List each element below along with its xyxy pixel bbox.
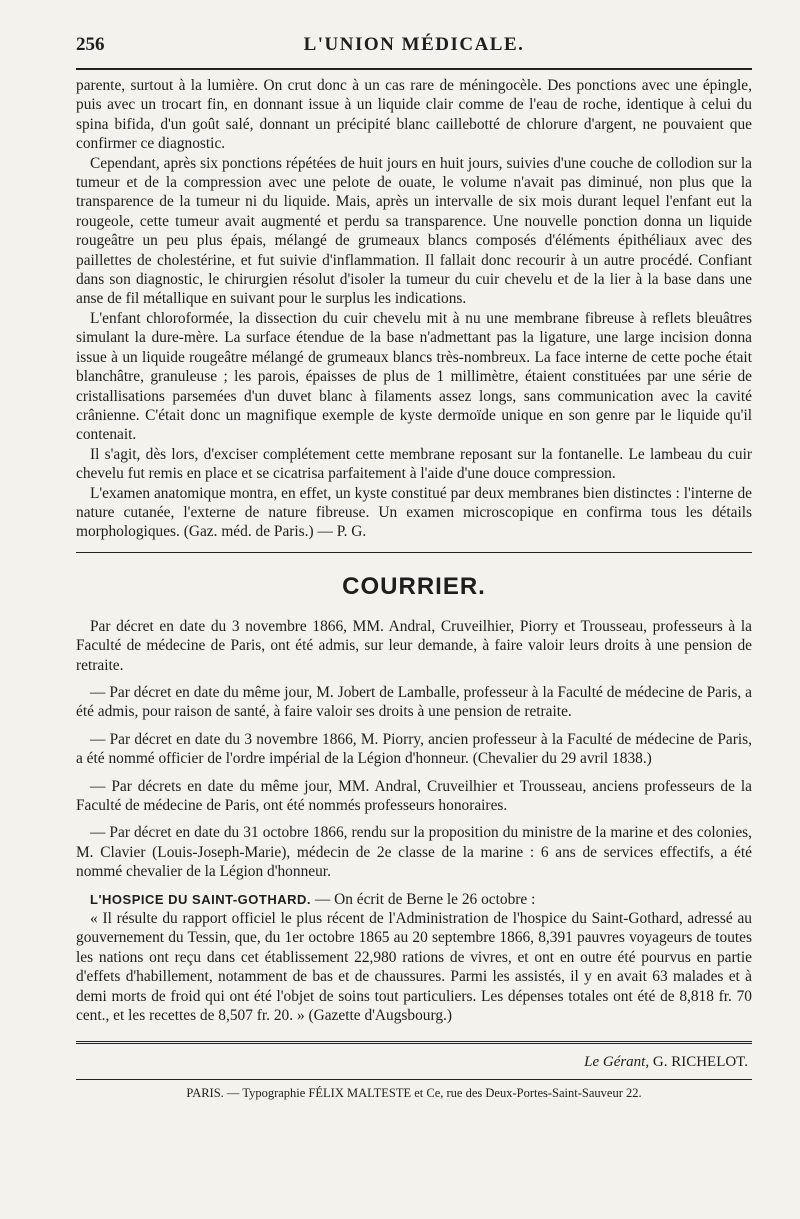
article-paragraph: Il s'agit, dès lors, d'exciser complétement cette membrane reposant sur la fontanelle. Le lambeau du cuir chevelu fut remis en place et se cicatrisa parfaitement à l'aide d'une douce compression. bbox=[76, 445, 752, 483]
hospice-intro-line bbox=[76, 890, 752, 909]
article-paragraph: L'examen anatomique montra, en effet, un kyste constitué par deux membranes bien distinctes : l'interne de nature cutanée, l'externe de nature fibreuse. Un examen microscopique en confirma tous les détails morphologiques. (Gaz. méd. de Paris.) — P. G. bbox=[76, 484, 752, 541]
signature bbox=[76, 1054, 752, 1071]
news-item: Par décret en date du 3 novembre 1866, MM. Andral, Cruveilhier, Piorry et Trousseau, professeurs à la Faculté de médecine de Paris, ont été admis, sur leur demande, à faire valoir leurs droits à une pension de retraite. bbox=[76, 617, 752, 674]
signature-prefix: Le Gérant, bbox=[584, 1054, 653, 1071]
article-paragraph: parente, surtout à la lumière. On crut donc à un cas rare de méningocèle. Des ponctions avec une épingle, puis avec un trocart fin, en donnant issue à un liquide clair comme de l'eau de roche, identique à celui du spina bifida, d'un goût salé, donnant un précipité blanc caillebotté de chlorure d'argent, ne pouvaient que confirmer ce diagnostic. bbox=[76, 77, 752, 153]
news-item: — Par décret en date du 31 octobre 1866, rendu sur la proposition du ministre de la marine et des colonies, M. Clavier (Louis-Joseph-Marie), médecin de 2e classe de la marine : 6 ans de services effectifs, a été nommé chevalier de la Légion d'honneur. bbox=[76, 824, 752, 881]
hospice-text: « Il résulte du rapport officiel le plus récent de l'Administration de l'hospice du Saint-Gothard, adressé au gouvernement du Tessin, que, du 1er octobre 1865 au 20 septembre 1866, 8,391 pauvres voyageurs de toutes les nations ont reçu dans cet établissement 22,980 rations de vivres, et ont en outre été pourvus en partie d'effets d'habillement, notamment de bas et de chaussures. Parmi les assistés, il y en avait 63 malades et à demi morts de froid qui ont été l'objet de soins tout particuliers. Les dépenses totales ont été de 8,818 fr. 70 cent., et les recettes de 8,507 fr. 20. » (Gazette d'Augsbourg.) bbox=[76, 910, 752, 1025]
hospice-intro: — On écrit de Berne le 26 octobre : bbox=[311, 890, 536, 908]
printer-imprint: PARIS. — Typographie FÉLIX MALTESTE et Ce, rue des Deux-Portes-Saint-Sauveur 22. bbox=[186, 1086, 642, 1101]
page-number: 256 bbox=[76, 34, 105, 55]
section-divider bbox=[76, 552, 752, 553]
footer-rule bbox=[76, 1041, 752, 1044]
running-title: L'UNION MÉDICALE. bbox=[303, 34, 525, 55]
news-item: — Par décret en date du 3 novembre 1866, M. Piorry, ancien professeur à la Faculté de médecine de Paris, a été nommé officier de l'ordre impérial de la Légion d'honneur. (Chevalier du 29 avril 1838.) bbox=[76, 730, 752, 768]
news-item: — Par décret en date du même jour, M. Jobert de Lamballe, professeur à la Faculté de médecine de Paris, a été admis, pour raison de santé, à faire valoir ses droits à une pension de retraite. bbox=[76, 683, 752, 721]
hospice-heading: L'HOSPICE DU SAINT-GOTHARD. bbox=[90, 891, 311, 907]
article-body bbox=[76, 76, 752, 542]
signature-name: G. RICHELOT. bbox=[652, 1054, 748, 1071]
section-title-courrier: COURRIER. bbox=[342, 572, 486, 600]
courrier-section bbox=[76, 617, 752, 1026]
article-paragraph: Cependant, après six ponctions répétées de huit jours en huit jours, suivies d'une couche de collodion sur la tumeur et de la compression avec une pelote de ouate, le volume n'avait pas diminué, non plus que la transparence de la tumeur ni du liquide. Mais, après un intervalle de six mois durant lequel l'enfant eut la rougeole, cette tumeur avait augmenté et perdu sa transparence. Une nouvelle ponction donna un liquide rougeâtre un peu plus épais, mélangé de grumeaux blancs composés d'éléments épithéliaux avec des paillettes de cholestérine, et fut suivie d'inflammation. Il fallait donc recourir à un autre procédé. Confiant dans son diagnostic, le chirurgien résolut d'isoler la tumeur du cuir chevelu et de la lier à la base dans une anse de fil métallique en suivant pour le surplus les indications. bbox=[76, 154, 752, 308]
news-item: — Par décrets en date du même jour, MM. Andral, Cruveilhier et Trousseau, anciens professeurs de la Faculté de médecine de Paris, ont été nommés professeurs honoraires. bbox=[76, 777, 752, 814]
page-header bbox=[76, 34, 752, 60]
header-rule bbox=[76, 68, 752, 70]
article-paragraph: L'enfant chloroformée, la dissection du cuir chevelu mit à nu une membrane fibreuse à reflets bleuâtres simulant la dure-mère. La surface étendue de la base n'admettant pas la ligature, une large incision donna issue à un liquide rougeâtre mélangé de grumeaux blancs très-nombreux. La face interne de cette poche était blanchâtre, granuleuse ; les parois, épaisses de plus de 1 millimètre, étaient constituées par une série de cristallisations parsemées d'un duvet blanc à filaments assez longs, sans communication avec la cavité crânienne. C'était donc un magnifique exemple de kyste dermoïde unique en son genre par le liquide qu'il contenait. bbox=[76, 309, 752, 444]
imprint-rule bbox=[76, 1079, 752, 1080]
